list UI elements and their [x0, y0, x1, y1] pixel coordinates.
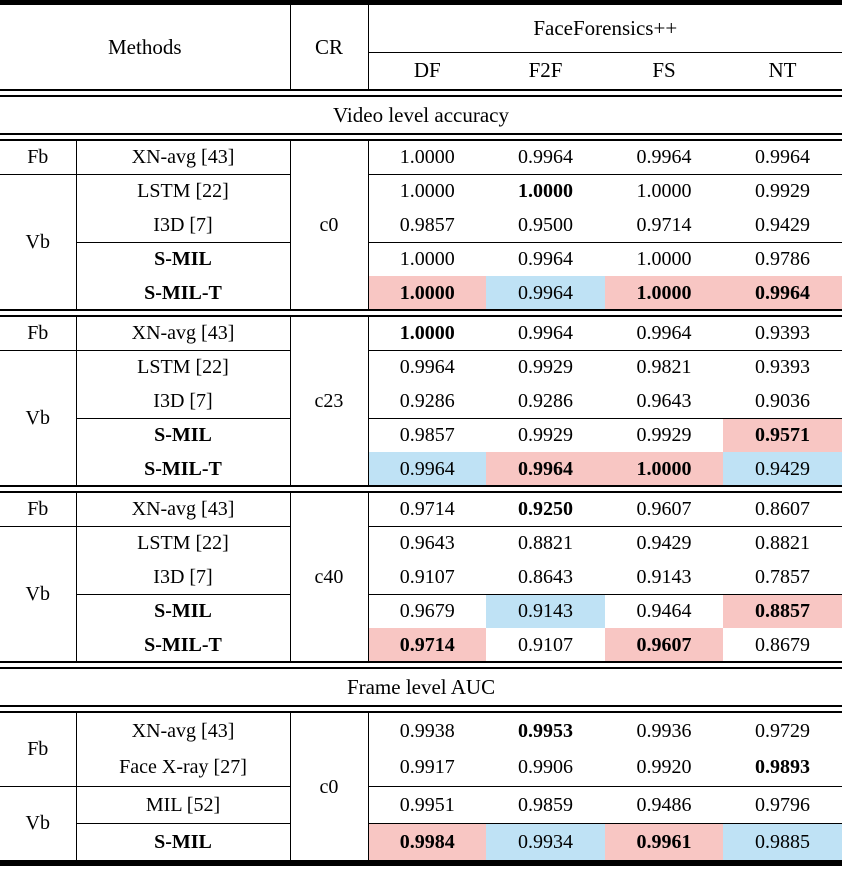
value-cell: 0.9500	[486, 208, 605, 242]
value-cell: 0.9679	[368, 594, 486, 628]
value-cell: 0.9036	[723, 384, 842, 418]
value-cell: 0.9571	[723, 418, 842, 452]
cr-column-header: CR	[290, 5, 368, 90]
method-name: S-MIL	[76, 594, 290, 628]
method-name: LSTM [22]	[76, 174, 290, 208]
value-cell: 0.9885	[723, 823, 842, 860]
value-cell: 0.7857	[723, 560, 842, 594]
value-cell: 0.9107	[368, 560, 486, 594]
group-label: Fb	[0, 492, 76, 526]
column-header-df: DF	[413, 58, 441, 83]
method-name: LSTM [22]	[76, 526, 290, 560]
compression-level: c40	[290, 492, 368, 662]
value-cell: 0.9964	[486, 140, 605, 174]
value-cell: 0.8821	[755, 532, 810, 555]
method-name: XN-avg [43]	[76, 140, 290, 174]
value-cell: 0.9938	[368, 712, 486, 749]
group-label: Fb	[0, 140, 76, 174]
value-cell: 0.9917	[368, 749, 486, 786]
value-cell: 1.0000	[636, 180, 692, 203]
compression-level: c23	[290, 316, 368, 486]
section-title: Frame level AUC	[346, 674, 496, 699]
value-cell: 0.9643	[368, 526, 486, 560]
method-name: S-MIL-T	[76, 628, 290, 662]
value-cell: 0.9429	[723, 208, 842, 242]
value-cell: 0.9953	[518, 720, 573, 742]
methods-column-header: Methods	[0, 5, 290, 90]
value-cell: 0.9934	[486, 823, 605, 860]
method-name: XN-avg [43]	[76, 712, 290, 749]
value-cell: 0.9393	[755, 356, 810, 379]
value-cell: 0.8857	[723, 594, 842, 628]
method-name: Face X-ray [27]	[76, 749, 290, 786]
value-cell: 0.9964	[518, 248, 573, 271]
value-cell: 0.9714	[368, 628, 486, 662]
value-cell: 0.9964	[486, 276, 605, 310]
dataset-header: FaceForensics++	[368, 5, 842, 52]
value-cell: 0.9393	[723, 316, 842, 350]
section-title: Video level accuracy	[333, 102, 509, 127]
method-name: S-MIL	[76, 242, 290, 276]
method-name: I3D [7]	[76, 384, 290, 418]
value-cell: 0.9714	[368, 492, 486, 526]
value-cell: 0.9964	[723, 140, 842, 174]
value-cell: 0.9929	[755, 180, 810, 203]
value-cell: 0.9964	[486, 452, 605, 486]
value-cell: 1.0000	[518, 180, 573, 203]
value-cell: 0.9951	[368, 786, 486, 823]
value-cell: 0.9786	[755, 248, 810, 271]
value-cell: 1.0000	[368, 140, 486, 174]
group-label: Fb	[0, 316, 76, 350]
value-cell: 0.9964	[486, 316, 605, 350]
group-label: Vb	[0, 526, 76, 662]
method-name: S-MIL-T	[76, 452, 290, 486]
method-name: S-MIL-T	[76, 276, 290, 310]
value-cell: 1.0000	[368, 174, 486, 208]
value-cell: 0.9643	[605, 384, 723, 418]
value-cell: 0.9964	[605, 140, 723, 174]
method-name: S-MIL	[76, 823, 290, 860]
value-cell: 0.9607	[605, 492, 723, 526]
compression-level: c0	[290, 140, 368, 310]
column-header-f2f: F2F	[528, 58, 563, 83]
value-cell: 0.9893	[723, 749, 842, 786]
value-cell: 0.8643	[486, 560, 605, 594]
value-cell: 0.9984	[368, 823, 486, 860]
group-label: Fb	[0, 712, 76, 786]
column-header-fs: FS	[652, 58, 676, 83]
method-name: I3D [7]	[76, 560, 290, 594]
value-cell: 0.9964	[368, 350, 486, 384]
value-cell: 0.9429	[636, 532, 692, 555]
value-cell: 0.9796	[723, 786, 842, 823]
value-cell: 0.9464	[636, 600, 692, 623]
compression-level: c0	[290, 712, 368, 860]
value-cell: 0.9286	[486, 384, 605, 418]
method-name: S-MIL	[76, 418, 290, 452]
method-name: I3D [7]	[76, 208, 290, 242]
table-body	[0, 90, 842, 860]
group-label: Vb	[0, 174, 76, 310]
value-cell: 0.9729	[755, 720, 810, 742]
value-cell: 1.0000	[368, 276, 486, 310]
value-cell: 0.9486	[605, 786, 723, 823]
value-cell: 0.8607	[723, 492, 842, 526]
value-cell: 0.9143	[605, 560, 723, 594]
value-cell: 1.0000	[636, 248, 692, 271]
value-cell: 0.9107	[518, 633, 573, 656]
value-cell: 0.9929	[636, 424, 692, 447]
value-cell: 1.0000	[605, 276, 723, 310]
group-label: Vb	[0, 350, 76, 486]
method-name: XN-avg [43]	[76, 492, 290, 526]
value-cell: 0.9857	[368, 208, 486, 242]
value-cell: 0.8679	[755, 633, 810, 656]
group-label: Vb	[0, 786, 76, 860]
value-cell: 0.9920	[605, 749, 723, 786]
value-cell: 0.9929	[518, 424, 573, 447]
value-cell: 0.9607	[605, 628, 723, 662]
value-cell: 0.9964	[368, 452, 486, 486]
value-cell: 0.9429	[723, 452, 842, 486]
value-cell: 0.9857	[368, 418, 486, 452]
value-cell: 0.9964	[723, 276, 842, 310]
faceforensics-results-table	[0, 5, 842, 860]
method-name: LSTM [22]	[76, 350, 290, 384]
value-cell: 0.9250	[486, 492, 605, 526]
table-header	[0, 5, 842, 90]
method-name: MIL [52]	[76, 786, 290, 823]
value-cell: 0.9286	[368, 384, 486, 418]
value-cell: 1.0000	[368, 242, 486, 276]
value-cell: 0.9859	[486, 786, 605, 823]
value-cell: 1.0000	[605, 452, 723, 486]
value-cell: 1.0000	[368, 316, 486, 350]
value-cell: 0.9961	[605, 823, 723, 860]
method-name: XN-avg [43]	[76, 316, 290, 350]
value-cell: 0.9714	[605, 208, 723, 242]
value-cell: 0.9821	[636, 356, 692, 379]
column-header-nt: NT	[768, 58, 797, 83]
value-cell: 0.9906	[486, 749, 605, 786]
value-cell: 0.8821	[518, 532, 573, 555]
value-cell: 0.9143	[486, 594, 605, 628]
value-cell: 0.9929	[518, 356, 573, 379]
value-cell: 0.9936	[636, 720, 692, 742]
value-cell: 0.9964	[605, 316, 723, 350]
